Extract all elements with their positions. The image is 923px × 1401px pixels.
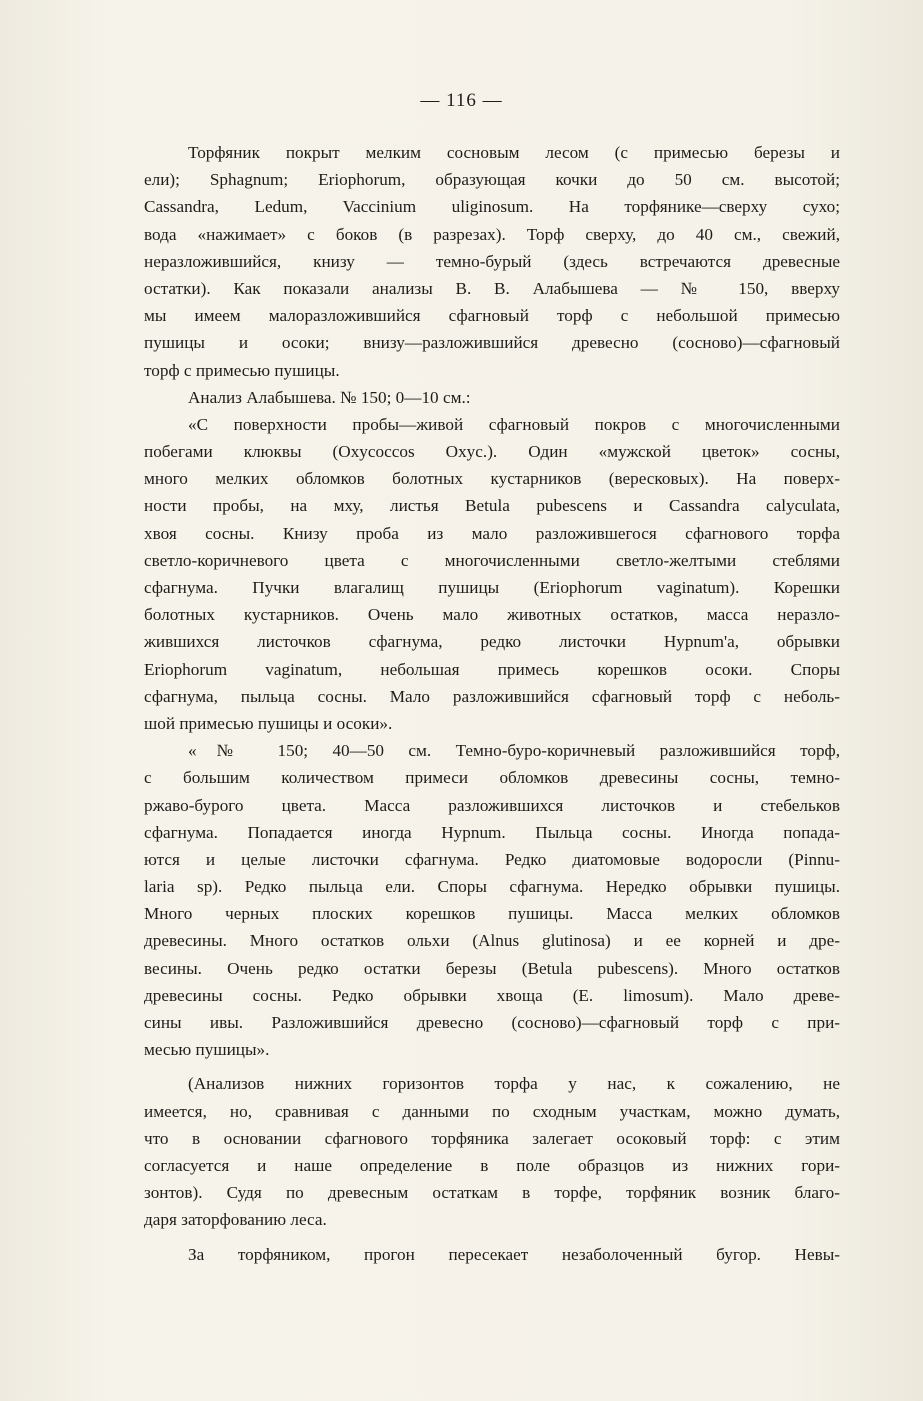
text-line: древесины. Много остатков ольхи (Alnus glutinosa) и ее корней и дре- <box>144 931 840 951</box>
text-line: сфагнума, пыльца сосны. Мало разложившийся сфагновый торф с неболь- <box>144 686 840 706</box>
text-line: Анализ Алабышева. № 150; 0—10 см.: <box>188 387 471 407</box>
text-line: жившихся листочков сфагнума, редко листочки Hypnum'a, обрывки <box>144 632 840 652</box>
text-line: что в основании сфагнового торфяника залегает осоковый торф: с этим <box>144 1128 840 1148</box>
text-line: мы имеем малоразложившийся сфагновый торф с небольшой примесью <box>144 306 840 326</box>
text-line: laria sp). Редко пыльца ели. Споры сфагнума. Нередко обрывки пушицы. <box>144 877 840 897</box>
paragraph-2 <box>144 384 840 411</box>
paragraph-gap <box>144 1234 840 1241</box>
text-line: много мелких обломков болотных кустарников (вересковых). На поверх- <box>144 469 840 489</box>
page-number: — 116 — <box>420 90 503 111</box>
paragraph-1 <box>144 139 840 384</box>
text-line: «№ 150; 40—50 см. Темно-буро-коричневый разложившийся торф, <box>188 741 840 761</box>
paragraph-3 <box>144 411 840 737</box>
text-line: болотных кустарников. Очень мало животных остатков, масса неразло- <box>144 605 840 625</box>
text-line: сины ивы. Разложившийся древесно (сосново)—сфагновый торф с при- <box>144 1013 840 1032</box>
text-line: Eriophorum vaginatum, небольшая примесь корешков осоки. Споры <box>144 659 840 679</box>
text-line: ели); Sphagnum; Eriophorum, образующая кочки до 50 см. высотой; <box>144 170 840 190</box>
text-line: вода «нажимает» с боков (в разрезах). Торф сверху, до 40 см., свежий, <box>144 224 840 244</box>
text-line: остатки). Как показали анализы В. В. Алабышева — № 150, вверху <box>144 278 840 298</box>
text-line: с большим количеством примеси обломков древесины сосны, темно- <box>144 768 840 788</box>
text-line: побегами клюквы (Oxycoccos Oxyc.). Один «мужской цветок» сосны, <box>144 442 840 462</box>
text-line: даря заторфованию леса. <box>144 1210 327 1230</box>
paragraph-6 <box>144 1241 840 1268</box>
text-line: хвоя сосны. Книзу проба из мало разложившегося сфагнового торфа <box>144 523 840 543</box>
text-line: «С поверхности пробы—живой сфагновый покров с многочисленными <box>188 414 840 434</box>
text-line: светло-коричневого цвета с многочисленными светло-желтыми стеблями <box>144 550 840 570</box>
text-line: ржаво-бурого цвета. Масса разложившихся листочков и стебельков <box>144 795 840 815</box>
text-line: (Анализов нижних горизонтов торфа у нас, к сожалению, не <box>188 1074 840 1094</box>
text-line: зонтов). Судя по древесным остаткам в торфе, торфяник возник благо- <box>144 1183 840 1203</box>
text-line: шой примесью пушицы и осоки». <box>144 713 393 733</box>
paragraph-5 <box>144 1070 840 1233</box>
paragraph-4 <box>144 737 840 1063</box>
text-line: неразложившийся, книзу — темно-бурый (здесь встречаются древесные <box>144 251 840 271</box>
body-text <box>144 139 840 1268</box>
text-line: ются и целые листочки сфагнума. Редко диатомовые водоросли (Pinnu- <box>144 849 840 869</box>
text-line: имеется, но, сравнивая с данными по сходным участкам, можно думать, <box>144 1101 840 1121</box>
paragraph-gap <box>144 1063 840 1070</box>
text-line: Cassandra, Ledum, Vaccinium uliginosum. На торфянике—сверху сухо; <box>144 197 840 217</box>
text-line: Торфяник покрыт мелким сосновым лесом (с примесью березы и <box>188 143 840 162</box>
text-line: согласуется и наше определение в поле образцов из нижних гори- <box>144 1155 840 1175</box>
text-line: сфагнума. Пучки влагалищ пушицы (Eriophorum vaginatum). Корешки <box>144 578 840 597</box>
text-line: древесины сосны. Редко обрывки хвоща (E. limosum). Мало древе- <box>144 985 840 1005</box>
text-line: ности пробы, на мху, листья Betula pubescens и Cassandra calyculata, <box>144 496 840 516</box>
text-line: торф с примесью пушицы. <box>144 360 340 380</box>
text-line: За торфяником, прогон пересекает незаболоченный бугор. Невы- <box>188 1244 840 1264</box>
text-line: сфагнума. Попадается иногда Hypnum. Пыльца сосны. Иногда попада- <box>144 822 840 842</box>
text-line: весины. Очень редко остатки березы (Betula pubescens). Много остатков <box>144 958 840 978</box>
text-line: Много черных плоских корешков пушицы. Масса мелких обломков <box>144 904 840 924</box>
text-line: месью пушицы». <box>144 1040 270 1060</box>
text-line: пушицы и осоки; внизу—разложившийся древесно (сосново)—сфагновый <box>144 333 840 353</box>
